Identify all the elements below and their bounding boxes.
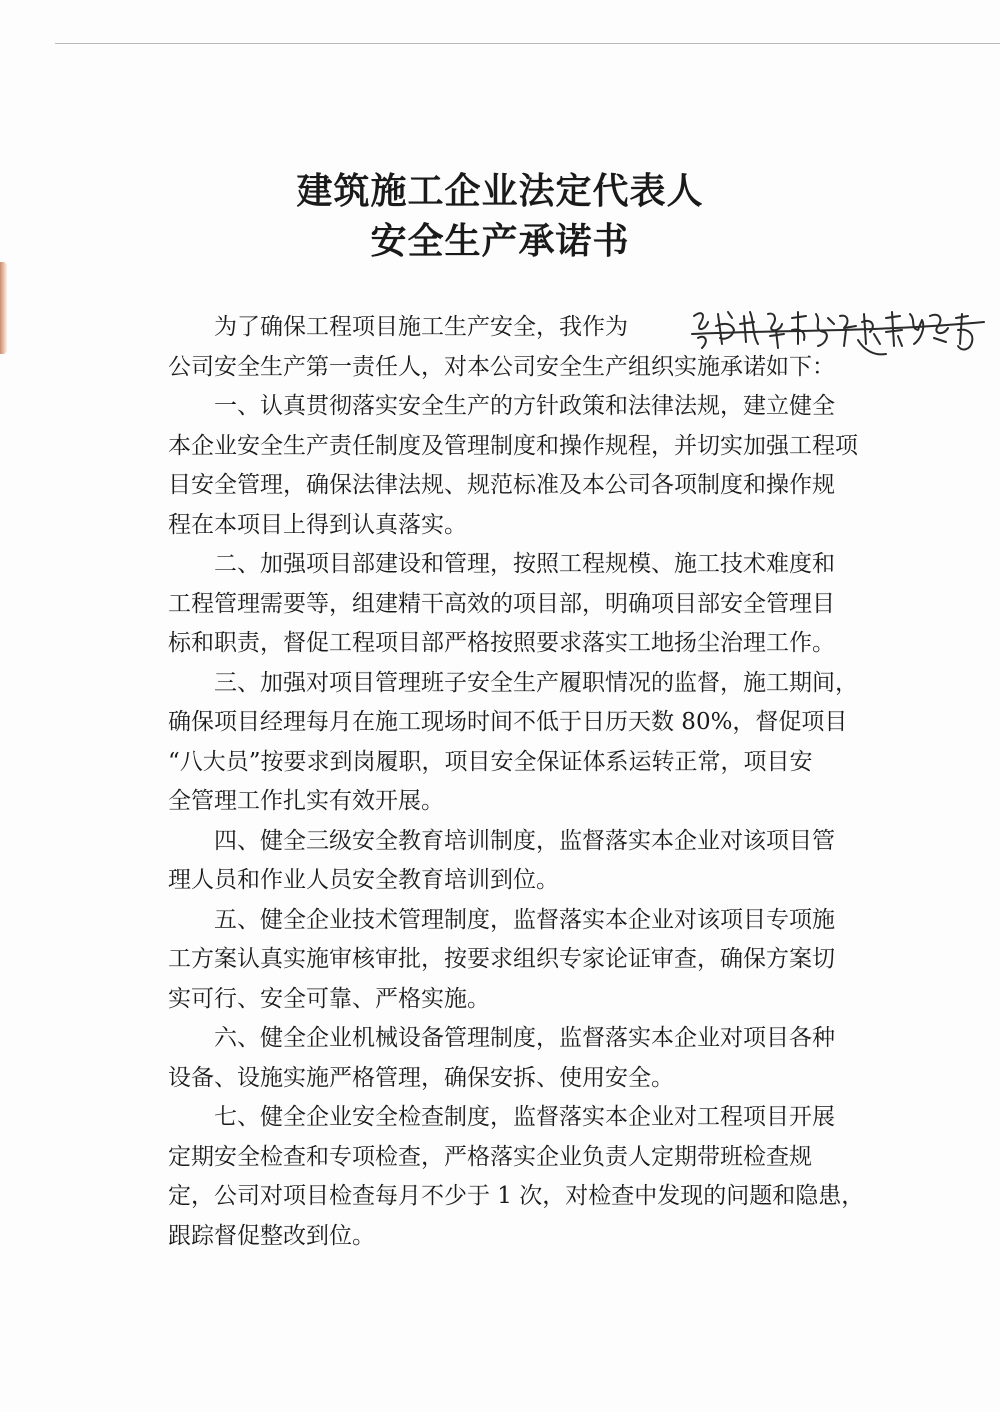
- item-2-line-3: 标和职责，督促工程项目部严格按照要求落实工地扬尘治理工作。: [168, 630, 835, 656]
- item-6-line-2: 设备、设施实施严格管理，确保安拆、使用安全。: [168, 1064, 674, 1091]
- commitment-items: [168, 387, 916, 1256]
- commitment-item-7: [168, 1098, 916, 1256]
- intro-line-1: 为了确保工程项目施工生产安全，我作为: [214, 314, 628, 340]
- item-5-line-2: 工方案认真实施审核审批，按要求组织专家论证审查，确保方案切: [168, 946, 835, 972]
- item-7-line-1: 七、健全企业安全检查制度，监督落实本企业对工程项目开展: [214, 1104, 835, 1130]
- item-7-line-3: 定，公司对项目检查每月不少于 1 次，对检查中发现的问题和隐患，: [168, 1183, 865, 1209]
- commitment-item-3: [168, 664, 916, 822]
- item-3-line-3: “八大员”按要求到岗履职，项目安全保证体系运转正常，项目安: [168, 748, 813, 775]
- title-line-2: 安全生产承诺书: [370, 220, 630, 262]
- item-7-line-4: 跟踪督促整改到位。: [168, 1222, 375, 1249]
- item-5-line-1: 五、健全企业技术管理制度，监督落实本企业对该项目专项施: [214, 906, 835, 933]
- item-1-line-1: 一、认真贯彻落实安全生产的方针政策和法律法规，建立健全: [214, 393, 835, 419]
- intro-line-2: 公司安全生产第一责任人，对本公司安全生产组织实施承诺如下：: [168, 353, 835, 380]
- commitment-item-1: [168, 387, 916, 545]
- item-1-line-4: 程在本项目上得到认真落实。: [168, 511, 467, 538]
- item-4-line-2: 理人员和作业人员安全教育培训到位。: [168, 867, 559, 893]
- item-1-line-3: 目安全管理，确保法律法规、规范标准及本公司各项制度和操作规: [168, 472, 835, 498]
- item-3-line-1: 三、加强对项目管理班子安全生产履职情况的监督，施工期间，: [214, 669, 858, 696]
- commitment-item-4: [168, 822, 916, 901]
- item-3-line-4: 全管理工作扎实有效开展。: [168, 788, 444, 814]
- edge-stain: [0, 262, 7, 354]
- intro-paragraph: [168, 308, 916, 387]
- item-3-line-2: 确保项目经理每月在施工现场时间不低于日历天数 80%，督促项目: [168, 709, 848, 735]
- title-line-1: 建筑施工企业法定代表人: [296, 170, 704, 212]
- item-4-line-1: 四、健全三级安全教育培训制度，监督落实本企业对该项目管: [214, 827, 835, 854]
- commitment-item-6: [168, 1019, 916, 1098]
- item-1-line-2: 本企业安全生产责任制度及管理制度和操作规程，并切实加强工程项: [168, 432, 858, 459]
- item-2-line-1: 二、加强项目部建设和管理，按照工程规模、施工技术难度和: [214, 551, 835, 577]
- item-2-line-2: 工程管理需要等，组建精干高效的项目部，明确项目部安全管理目: [168, 590, 835, 617]
- item-6-line-1: 六、健全企业机械设备管理制度，监督落实本企业对项目各种: [214, 1025, 835, 1051]
- commitment-body: [168, 308, 916, 1256]
- top-rule: [55, 43, 1000, 44]
- item-5-line-3: 实可行、安全可靠、严格实施。: [168, 985, 490, 1012]
- commitment-item-2: [168, 545, 916, 664]
- item-7-line-2: 定期安全检查和专项检查，严格落实企业负责人定期带班检查规: [168, 1143, 812, 1170]
- commitment-item-5: [168, 901, 916, 1020]
- document-title: [0, 166, 1000, 266]
